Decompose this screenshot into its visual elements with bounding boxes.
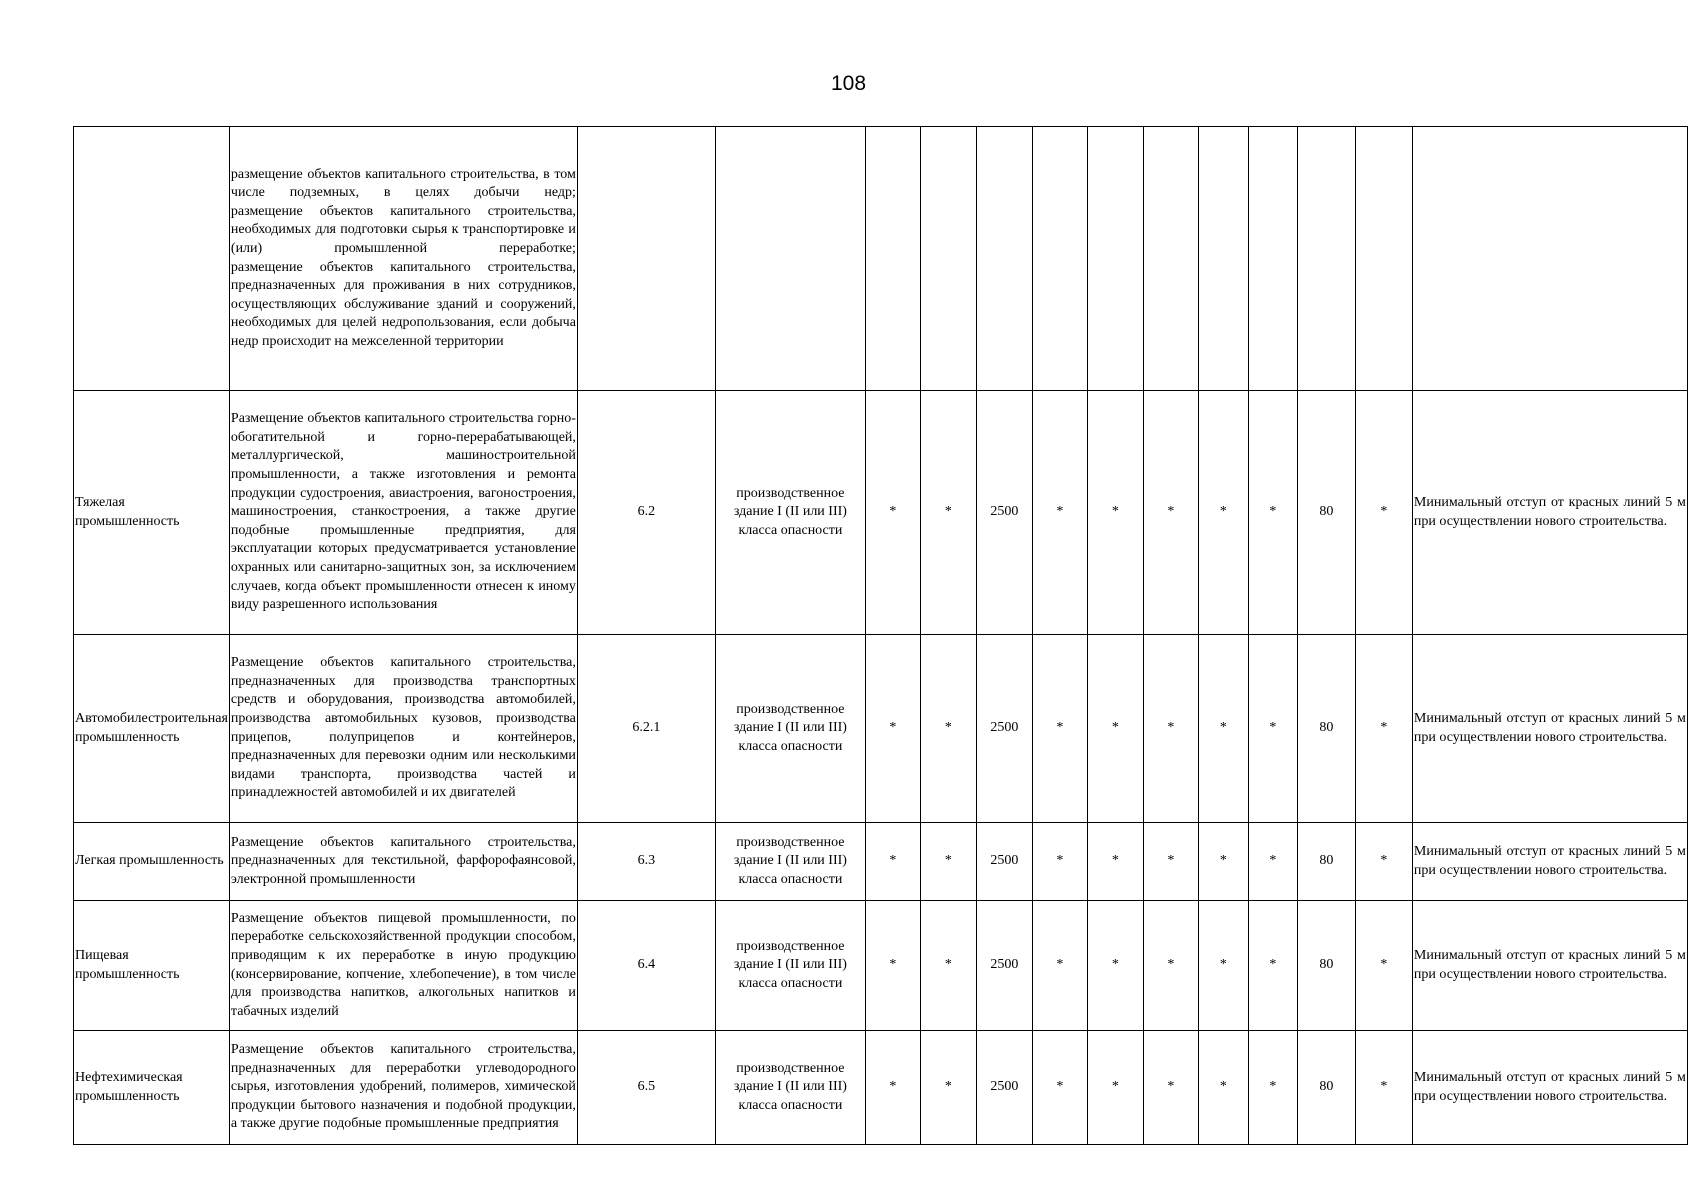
note-cell: Минимальный отступ от красных линий 5 м при осуществлении нового строительства.: [1412, 635, 1687, 823]
parameter-cell: 2500: [976, 635, 1032, 823]
description-paragraph: размещение объектов капитального строительства, необходимых для подготовки сырья к транспортировке и (или) промышленной переработке;: [230, 203, 576, 256]
description-paragraph: Размещение объектов пищевой промышленности, по переработке сельскохозяйственной продукции способом, приводящим к их переработке в иную продукцию (консервирование, копчение, хлебопечение), в том числе для производства напитков, алкогольных напитков и табачных изделий: [230, 910, 576, 1019]
parameter-cell: *: [865, 391, 920, 635]
parameter-cell: *: [865, 823, 920, 901]
parameter-cell: *: [865, 635, 920, 823]
parameter-cell: *: [920, 635, 976, 823]
parameter-cell: *: [1032, 1031, 1087, 1145]
parameter-cell: [1198, 127, 1248, 391]
land-use-code-cell: 6.4: [577, 901, 715, 1031]
parameter-cell: *: [920, 1031, 976, 1145]
table-row: [74, 127, 1688, 391]
parameter-cell: 2500: [976, 823, 1032, 901]
note-cell: [1412, 127, 1687, 391]
parameter-cell: [1248, 127, 1297, 391]
land-use-description-cell: [229, 635, 577, 823]
land-use-name-cell: Пищевая промышленность: [74, 901, 230, 1031]
parameter-cell: *: [1087, 823, 1143, 901]
parameter-cell: *: [1248, 823, 1297, 901]
parameter-cell: *: [1355, 635, 1412, 823]
building-class-cell: [715, 127, 865, 391]
parameter-cell: *: [1087, 635, 1143, 823]
parameter-cell: *: [1032, 635, 1087, 823]
parameter-cell: *: [1355, 901, 1412, 1031]
parameter-cell: *: [1143, 1031, 1198, 1145]
table-row: [74, 901, 1688, 1031]
parameter-cell: *: [1032, 823, 1087, 901]
parameter-cell: *: [1248, 391, 1297, 635]
parameter-cell: [976, 127, 1032, 391]
parameter-cell: *: [1248, 901, 1297, 1031]
note-cell: Минимальный отступ от красных линий 5 м при осуществлении нового строительства.: [1412, 901, 1687, 1031]
parameter-cell: 80: [1297, 1031, 1355, 1145]
parameter-cell: *: [1198, 635, 1248, 823]
parameter-cell: [1143, 127, 1198, 391]
table-row: [74, 635, 1688, 823]
land-use-description-cell: [229, 901, 577, 1031]
parameter-cell: *: [1248, 635, 1297, 823]
land-use-code-cell: [577, 127, 715, 391]
description-paragraph: Размещение объектов капитального строительства горно-обогатительной и горно-перерабатывающей, металлургической, машиностроительной промышленности, а также изготовления и ремонта продукции судостроения, авиастроения, вагоностроения, машиностроения, станкостроения, а также другие подобные промышленные предприятия, для эксплуатации которых предусматривается установление охранных или санитарно-защитных зон, за исключением случаев, когда объект промышленности отнесен к иному виду разрешенного использования: [230, 411, 576, 613]
parameter-cell: *: [920, 391, 976, 635]
parameter-cell: *: [920, 823, 976, 901]
description-paragraph: Размещение объектов капитального строительства, предназначенных для производства транспортных средств и оборудования, производства автомобилей, производства автомобильных кузовов, производства прицепов, полуприцепов и контейнеров, предназначенных для перевозки одним или несколькими видами транспорта, производства частей и принадлежностей автомобилей и их двигателей: [230, 655, 576, 801]
parameter-cell: *: [1087, 1031, 1143, 1145]
parameter-cell: *: [1143, 635, 1198, 823]
parameter-cell: 80: [1297, 391, 1355, 635]
parameter-cell: *: [1248, 1031, 1297, 1145]
parameter-cell: 80: [1297, 823, 1355, 901]
note-cell: Минимальный отступ от красных линий 5 м при осуществлении нового строительства.: [1412, 1031, 1687, 1145]
description-paragraph: размещение объектов капитального строительства, в том числе подземных, в целях добычи недр;: [230, 166, 576, 201]
table-row: [74, 823, 1688, 901]
land-use-description-cell: [229, 391, 577, 635]
land-use-name-cell: [74, 127, 230, 391]
parameter-cell: *: [865, 901, 920, 1031]
table-row: [74, 1031, 1688, 1145]
description-paragraph: Размещение объектов капитального строительства, предназначенных для переработки углеводородного сырья, изготовления удобрений, полимеров, химической продукции бытового назначения и подобной продукции, а также другие подобные промышленные предприятия: [230, 1042, 576, 1132]
parameter-cell: *: [1198, 391, 1248, 635]
parameter-cell: 2500: [976, 1031, 1032, 1145]
note-cell: Минимальный отступ от красных линий 5 м при осуществлении нового строительства.: [1412, 391, 1687, 635]
parameter-cell: [1032, 127, 1087, 391]
parameter-cell: 2500: [976, 901, 1032, 1031]
parameter-cell: *: [1032, 391, 1087, 635]
parameter-cell: *: [1143, 823, 1198, 901]
building-class-cell: производственное здание I (II или III) класса опасности: [715, 391, 865, 635]
land-use-code-cell: 6.3: [577, 823, 715, 901]
parameter-cell: [1087, 127, 1143, 391]
land-use-code-cell: 6.2.1: [577, 635, 715, 823]
parameter-cell: *: [1087, 901, 1143, 1031]
land-use-name-cell: Тяжелая промышленность: [74, 391, 230, 635]
parameter-cell: *: [920, 901, 976, 1031]
land-use-name-cell: Легкая промышленность: [74, 823, 230, 901]
table-row: [74, 391, 1688, 635]
parameter-cell: 80: [1297, 635, 1355, 823]
land-use-name-cell: Нефтехимическая промышленность: [74, 1031, 230, 1145]
parameter-cell: *: [1355, 823, 1412, 901]
building-class-cell: производственное здание I (II или III) класса опасности: [715, 823, 865, 901]
parameter-cell: [1355, 127, 1412, 391]
parameter-cell: 2500: [976, 391, 1032, 635]
building-class-cell: производственное здание I (II или III) класса опасности: [715, 1031, 865, 1145]
parameter-cell: *: [1143, 901, 1198, 1031]
building-class-cell: производственное здание I (II или III) класса опасности: [715, 635, 865, 823]
land-use-code-cell: 6.2: [577, 391, 715, 635]
building-class-cell: производственное здание I (II или III) класса опасности: [715, 901, 865, 1031]
parameter-cell: *: [865, 1031, 920, 1145]
parameter-cell: *: [1032, 901, 1087, 1031]
land-use-code-cell: 6.5: [577, 1031, 715, 1145]
land-use-description-cell: [229, 127, 577, 391]
land-use-table: [73, 126, 1688, 1145]
parameter-cell: [1297, 127, 1355, 391]
parameter-cell: *: [1087, 391, 1143, 635]
land-use-description-cell: [229, 1031, 577, 1145]
land-use-name-cell: Автомобилестроительная промышленность: [74, 635, 230, 823]
parameter-cell: *: [1198, 1031, 1248, 1145]
description-paragraph: Размещение объектов капитального строительства, предназначенных для текстильной, фарфорофаянсовой, электронной промышленности: [230, 834, 576, 887]
parameter-cell: [920, 127, 976, 391]
land-use-description-cell: [229, 823, 577, 901]
note-cell: Минимальный отступ от красных линий 5 м при осуществлении нового строительства.: [1412, 823, 1687, 901]
description-paragraph: размещение объектов капитального строительства, предназначенных для проживания в них сотрудников, осуществляющих обслуживание зданий и сооружений, необходимых для целей недропользования, если добыча недр происходит на межселенной территории: [230, 259, 576, 349]
parameter-cell: *: [1143, 391, 1198, 635]
parameter-cell: *: [1355, 1031, 1412, 1145]
parameter-cell: *: [1355, 391, 1412, 635]
parameter-cell: *: [1198, 901, 1248, 1031]
parameter-cell: *: [1198, 823, 1248, 901]
parameter-cell: [865, 127, 920, 391]
page-number: 108: [830, 72, 867, 95]
parameter-cell: 80: [1297, 901, 1355, 1031]
